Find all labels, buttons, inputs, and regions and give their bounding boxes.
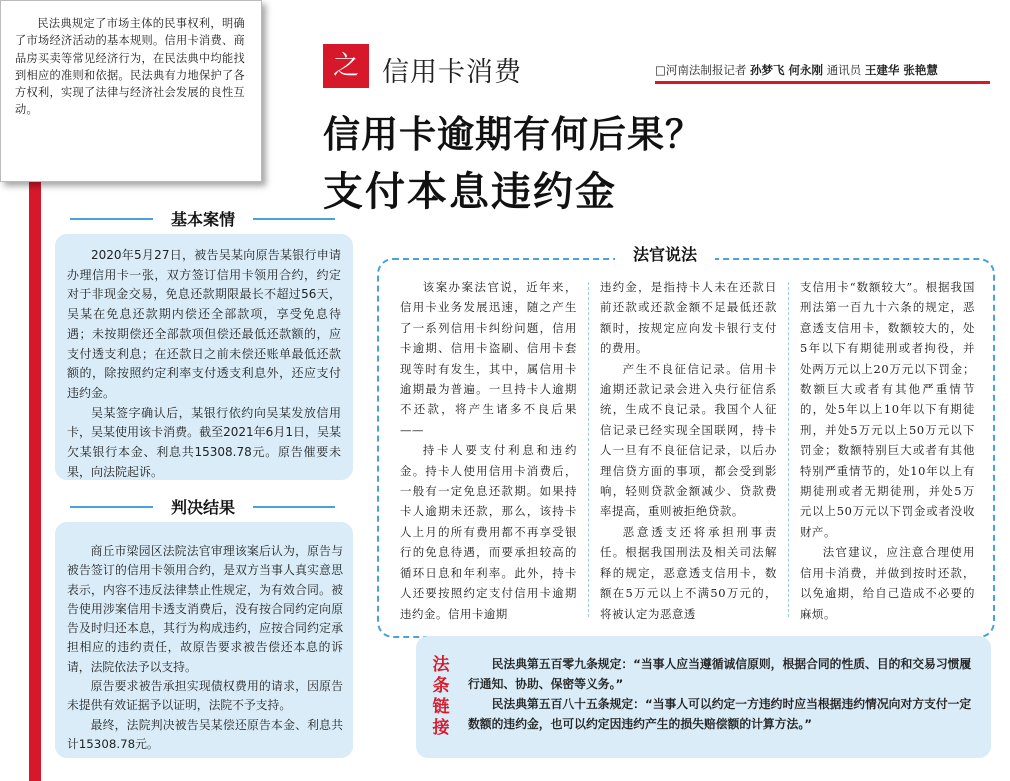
law-link-label: 法条链接	[432, 655, 450, 738]
judgment-heading-rule-right	[253, 506, 335, 508]
judgment-heading: 判决结果	[170, 498, 235, 517]
judgment-heading-rule-left	[70, 506, 153, 508]
intro-text: 民法典规定了市场主体的民事权利，明确了市场经济活动的基本规则。信用卡消费、商品房买卖等常见经济行为，在民法典中均能找到相应的准则和依据。民法典有力地保护了各方权利，实现了法律与经济社会发展的良性互动。	[15, 17, 245, 117]
law-paragraph-1: 民法典第五百零九条规定：“当事人应当遵循诚信原则，根据合同的性质、目的和交易习惯履行通知、协助、保密等义务。”	[468, 657, 972, 691]
header-rule	[655, 81, 990, 84]
case-paragraph-1: 2020年5月27日，被告吴某向原告某银行申请办理信用卡一张，双方签订信用卡领用合约，约定对于非现金交易，免息还款期限最长不超过56天，吴某在免息还款期内偿还全部款项，享受免息待遇；未按期偿还全部款项但偿还最低还款额的，应支付透支利息；在还款日之前未偿还账单最低还款额的，除按照约定利率支付透支利息外，还应支付违约金。	[67, 248, 341, 400]
byline-reporters: 孙梦飞 何永刚	[750, 63, 824, 77]
judgment-box	[55, 522, 353, 758]
intro-box	[0, 0, 262, 182]
law-link-text	[468, 654, 973, 734]
series-tag: 之	[323, 44, 369, 88]
judge-col2-para-2: 产生不良征信记录。信用卡逾期还款记录会进入央行征信系统，生成不良记录。我国个人征信记录已经实现全国联网，持卡人一旦有不良征信记录，以后办理信贷方面的事项，都会受到影响，轻则贷款金额减少、贷款费率提高，重则被拒绝贷款。	[600, 361, 777, 519]
case-paragraph-2: 吴某签字确认后，某银行依约向吴某发放信用卡，吴某使用该卡消费。截至2021年6月1日，吴某欠某银行本金、利息共15308.78元。原告催要未果，向法院起诉。	[67, 405, 341, 479]
judge-says-heading: 法官说法	[615, 242, 715, 268]
case-heading-rule-left	[70, 218, 153, 220]
byline-correspondents: 王建华 张艳慧	[864, 63, 938, 77]
case-box	[55, 234, 353, 480]
series-title: 信用卡消费	[382, 57, 522, 88]
judge-col2-para-3: 恶意透支还将承担刑事责任。根据我国刑法及相关司法解释的规定，恶意透支信用卡，数额在5万元以上不满50万元的，将被认定为恶意透	[600, 524, 777, 621]
judge-col1-para-2: 持卡人要支付利息和违约金。持卡人使用信用卡消费后，一般有一定免息还款期。如果持卡人逾期未还款，那么，该持卡人上月的所有费用都不再享受银行的免息待遇，而要承担较高的循环日息和年利率。此外，持卡人还要按照约定支付信用卡逾期违约金。信用卡逾期	[400, 443, 577, 621]
judge-column-1	[400, 277, 577, 624]
byline	[655, 62, 938, 78]
byline-prefix: □河南法制报记者	[655, 63, 747, 77]
law-paragraph-2: 民法典第五百八十五条规定：“当事人可以约定一方违约时应当根据违约情况向对方支付一定数额的违约金，也可以约定因违约产生的损失赔偿额的计算方法。”	[468, 697, 972, 731]
headline-line2: 支付本息违约金	[323, 169, 617, 215]
judge-column-3	[800, 277, 975, 624]
headline-line1: 信用卡逾期有何后果？	[323, 113, 703, 156]
judge-col2-para-1: 违约金，是指持卡人未在还款日前还款或还款金额不足最低还款额时，按规定应向发卡银行支付的费用。	[600, 280, 777, 356]
judgment-paragraph-3: 最终，法院判决被告吴某偿还原告本金、利息共计15308.78元。	[67, 717, 343, 751]
judge-col3-para-2: 法官建议，应注意合理使用信用卡消费，并做到按时还款，以免逾期，给自己造成不必要的麻烦。	[800, 545, 975, 621]
byline-mid: 通讯员	[826, 63, 862, 77]
judge-column-2	[600, 277, 777, 624]
column-separator-2	[788, 282, 789, 617]
case-heading: 基本案情	[170, 210, 235, 229]
judge-col1-para-1: 该案办案法官说，近年来，信用卡业务发展迅速，随之产生了一系列信用卡纠纷问题，信用卡逾期、信用卡盗刷、信用卡套现等时有发生，其中，属信用卡逾期最为普遍。一旦持卡人逾期不还款，将产生诸多不良后果——	[400, 280, 577, 437]
judge-col3-para-1: 支信用卡“数额较大”。根据我国刑法第一百九十六条的规定，恶意透支信用卡，数额较大的，处5年以下有期徒刑或者拘役，并处两万元以上20万元以下罚金；数额巨大或者有其他严重情节的，处5年以上10年以下有期徒刑，并处5万元以上50万元以下罚金；数额特别巨大或者有其他特别严重情节的，处10年以上有期徒刑或者无期徒刑，并处5万元以上50万元以下罚金或者没收财产。	[800, 280, 975, 539]
judgment-paragraph-2: 原告要求被告承担实现债权费用的请求，因原告未提供有效证据予以证明，法院不予支持。	[67, 679, 343, 713]
column-separator-1	[588, 282, 589, 617]
judgment-paragraph-1: 商丘市梁园区法院法官审理该案后认为，原告与被告签订的信用卡领用合约，是双方当事人真实意思表示，内容不违反法律禁止性规定，为有效合同。被告使用涉案信用卡透支消费后，没有按合同约定向原告及时归还本息，其行为构成违约，应按合同约定承担相应的违约责任，故原告要求被告偿还本息的诉请，法院依法予以支持。	[67, 544, 343, 674]
case-heading-rule-right	[253, 218, 335, 220]
